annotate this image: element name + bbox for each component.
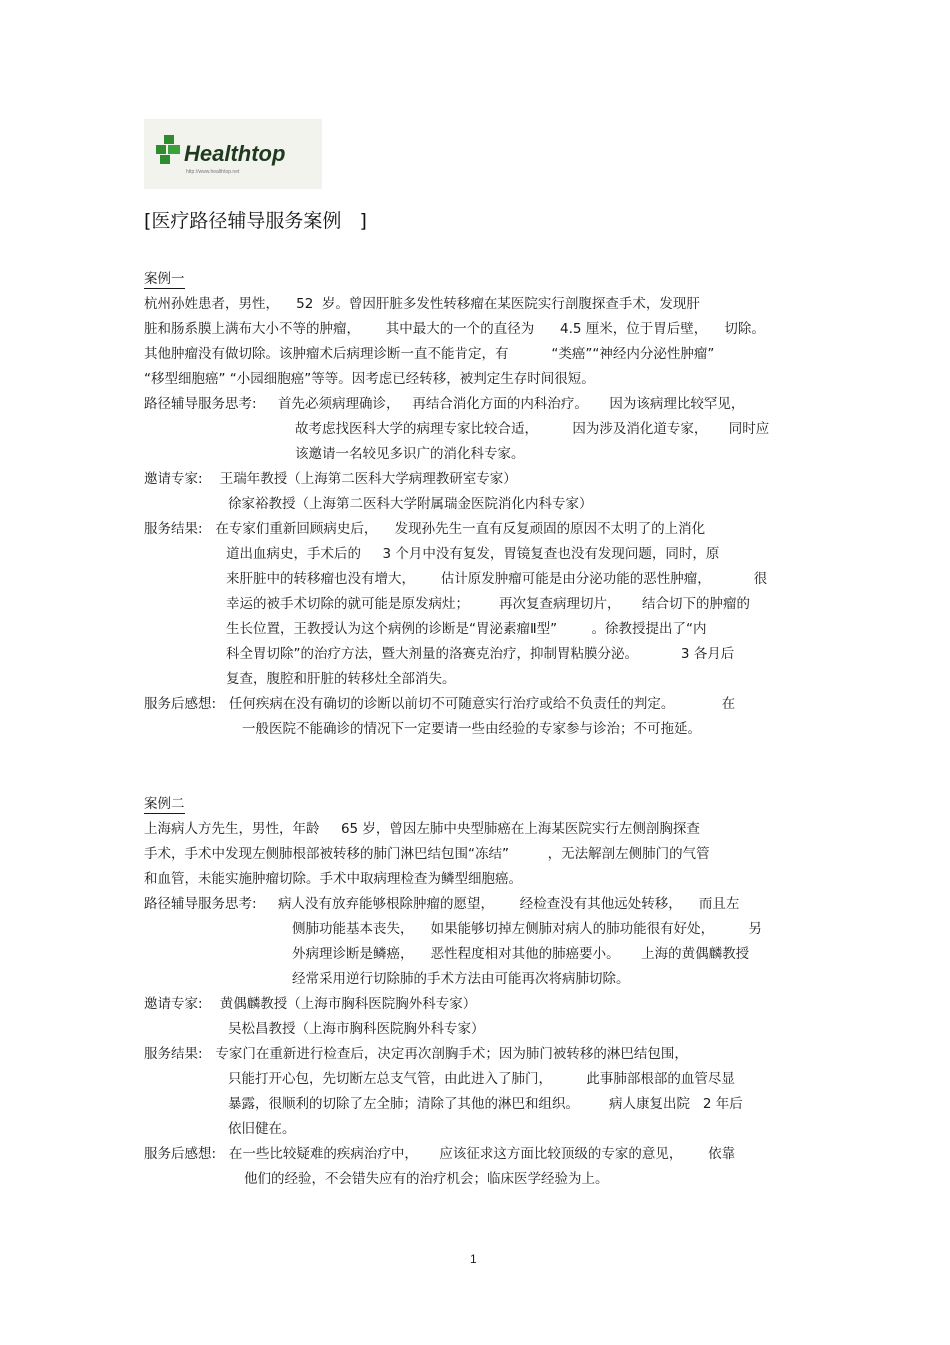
case1-line: 杭州孙姓患者，男性， 52 岁。曾因肝脏多发性转移瘤在某医院实行剖腹探查手术，发现肝 — [144, 296, 700, 312]
logo-url: http://www.healthtop.net — [186, 169, 240, 175]
case1-line: 一般医院不能确诊的情况下一定要请一些由经验的专家参与诊治；不可拖延。 — [242, 721, 701, 737]
case1-line: 脏和肠系膜上满布大小不等的肿瘤， 其中最大的一个的直径为 4.5 厘米，位于胃后壁， 切除。 — [144, 321, 765, 337]
case2-line: 邀请专家: 黄偶麟教授（上海市胸科医院胸外科专家） — [144, 996, 477, 1012]
case1-line: 路径辅导服务思考: 首先必须病理确诊， 再结合消化方面的内科治疗。 因为该病理比较罕见， — [144, 396, 745, 412]
case2-line: 路径辅导服务思考: 病人没有放弃能够根除肿瘤的愿望， 经检查没有其他远处转移， 而且左 — [144, 896, 740, 912]
case1-line: 服务后感想: 任何疾病在没有确切的诊断以前切不可随意实行治疗或给不负责任的判定。 在 — [144, 696, 736, 712]
case1-line: 其他肿瘤没有做切除。该肿瘤术后病理诊断一直不能肯定，有 “类癌”“神经内分泌性肿瘤” — [144, 346, 715, 362]
case1-line: 邀请专家: 王瑞年教授（上海第二医科大学病理教研室专家） — [144, 471, 517, 487]
case1-line: “移型细胞癌” “小园细胞癌”等等。因考虑已经转移，被判定生存时间很短。 — [144, 371, 595, 387]
case2-line: 暴露，很顺利的切除了左全肺；清除了其他的淋巴和组织。 病人康复出院 2 年后 — [228, 1096, 743, 1112]
case2-line: 外病理诊断是鳞癌， 恶性程度相对其他的肺癌要小。 上海的黄偶麟教授 — [292, 946, 750, 962]
page-number: 1 — [470, 1252, 477, 1266]
case2-line: 和血管，未能实施肿瘤切除。手术中取病理检查为鳞型细胞癌。 — [144, 871, 522, 887]
case1-heading: 案例一 — [144, 271, 185, 287]
case2-line: 上海病人方先生，男性，年龄 65 岁，曾因左肺中央型肺癌在上海某医院实行左侧剖胸探查 — [144, 821, 700, 837]
case2-line: 手术，手术中发现左侧肺根部被转移的肺门淋巴结包围“冻结” ，无法解剖左侧肺门的气管 — [144, 846, 710, 862]
cross-logo-icon — [154, 133, 184, 171]
case2-line: 依旧健在。 — [228, 1121, 296, 1137]
case1-line: 复查，腹腔和肝脏的转移灶全部消失。 — [226, 671, 456, 687]
case2-line: 他们的经验，不会错失应有的治疗机会；临床医学经验为上。 — [244, 1171, 609, 1187]
case1-line: 生长位置，王教授认为这个病例的诊断是“胃泌素瘤Ⅱ型” 。徐教授提出了“内 — [226, 621, 707, 637]
case1-line: 服务结果: 在专家们重新回顾病史后， 发现孙先生一直有反复顽固的原因不太明了的上消化 — [144, 521, 706, 537]
case1-line: 科全胃切除”的治疗方法，暨大剂量的洛赛克治疗，抑制胃粘膜分泌。 3 各月后 — [226, 646, 735, 662]
case1-line: 道出血病史，手术后的 3 个月中没有复发，胃镜复查也没有发现问题，同时，原 — [226, 546, 720, 562]
case2-line: 服务后感想: 在一些比较疑难的疾病治疗中， 应该征求这方面比较顶级的专家的意见， 依靠 — [144, 1146, 736, 1162]
case2-heading: 案例二 — [144, 796, 185, 812]
case2-line: 只能打开心包，先切断左总支气管，由此进入了肺门， 此事肺部根部的血管尽显 — [228, 1071, 735, 1087]
case2-line: 侧肺功能基本丧失， 如果能够切掉左侧肺对病人的肺功能很有好处， 另 — [292, 921, 762, 937]
logo-brand: Healthtop — [184, 141, 286, 166]
case1-line: 故考虑找医科大学的病理专家比较合适， 因为涉及消化道专家， 同时应 — [295, 421, 770, 437]
case1-line: 来肝脏中的转移瘤也没有增大， 估计原发肿瘤可能是由分泌功能的恶性肿瘤， 很 — [226, 571, 768, 587]
healthtop-logo — [144, 119, 322, 189]
case1-line: 幸运的被手术切除的就可能是原发病灶； 再次复查病理切片， 结合切下的肿瘤的 — [226, 596, 750, 612]
case1-line: 该邀请一名较见多识广的消化科专家。 — [295, 446, 525, 462]
case2-line: 经常采用逆行切除肺的手术方法由可能再次将病肺切除。 — [292, 971, 630, 987]
page-title: [医疗路径辅导服务案例 ] — [144, 210, 367, 232]
case2-line: 吴松昌教授（上海市胸科医院胸外科专家） — [228, 1021, 485, 1037]
case2-line: 服务结果: 专家门在重新进行检查后，决定再次剖胸手术；因为肺门被转移的淋巴结包围， — [144, 1046, 688, 1062]
case1-line: 徐家裕教授（上海第二医科大学附属瑞金医院消化内科专家） — [228, 496, 593, 512]
